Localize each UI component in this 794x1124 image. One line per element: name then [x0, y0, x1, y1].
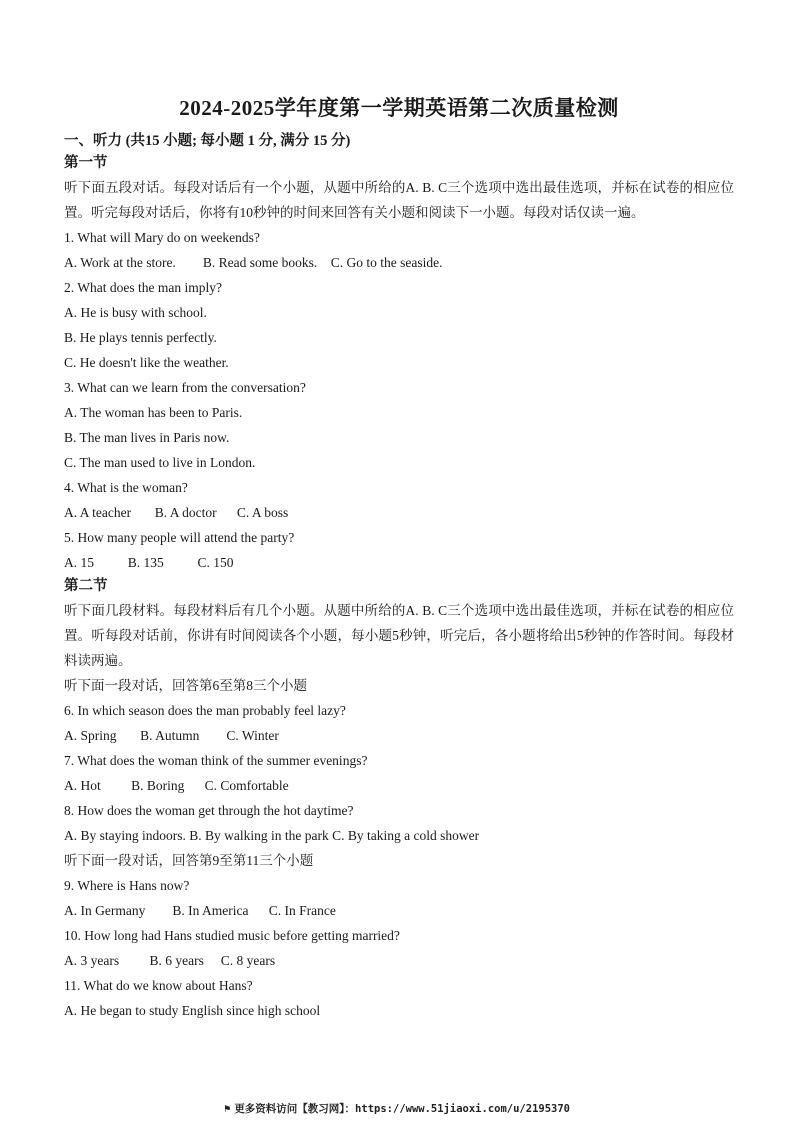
exam-page	[64, 92, 734, 1023]
question-line: 6. In which season does the man probably feel lazy?	[64, 703, 346, 718]
question-line: 9. Where is Hans now?	[64, 878, 190, 893]
question-line: 2. What does the man imply?	[64, 280, 222, 295]
question-line: A. In Germany B. In America C. In France	[64, 903, 336, 918]
part2-instructions: 听下面几段材料。每段材料后有几个小题。从题中所给的A. B. C三个选项中选出最佳选项，并标在试卷的相应位置。听每段对话前，你讲有时间阅读各个小题，每小题5秒钟，听完后，各小题将给出5秒钟的作答时间。每段材料读两遍。	[64, 603, 734, 668]
question-line: A. A teacher B. A doctor C. A boss	[64, 505, 289, 520]
question-line: 10. How long had Hans studied music before getting married?	[64, 928, 400, 943]
question-line: A. By staying indoors. B. By walking in the park C. By taking a cold shower	[64, 828, 480, 843]
part2-questions	[64, 673, 734, 1023]
question-line: A. Spring B. Autumn C. Winter	[64, 728, 279, 743]
footer-link[interactable]	[0, 1101, 794, 1116]
question-line: A. The woman has been to Paris.	[64, 405, 243, 420]
question-line: 听下面一段对话，回答第9至第11三个小题	[64, 853, 314, 868]
question-line: C. He doesn't like the weather.	[64, 355, 229, 370]
question-line: 听下面一段对话，回答第6至第8三个小题	[64, 678, 307, 693]
part1-heading: 第一节	[64, 155, 108, 171]
question-line: A. Work at the store. B. Read some books. C. Go to the seaside.	[64, 255, 443, 270]
question-line: 3. What can we learn from the conversation?	[64, 380, 306, 395]
question-line: 7. What does the woman think of the summer evenings?	[64, 753, 368, 768]
question-line: B. The man lives in Paris now.	[64, 430, 230, 445]
question-line: 5. How many people will attend the party?	[64, 530, 295, 545]
question-line: A. 15 B. 135 C. 150	[64, 555, 234, 570]
question-line: C. The man used to live in London.	[64, 455, 256, 470]
question-line: 11. What do we know about Hans?	[64, 978, 253, 993]
question-line: 1. What will Mary do on weekends?	[64, 230, 260, 245]
flag-icon: ⚑	[223, 1103, 231, 1115]
page-title: 2024-2025学年度第一学期英语第二次质量检测	[179, 96, 619, 120]
question-line: A. He began to study English since high school	[64, 1003, 321, 1018]
part1-questions	[64, 225, 734, 575]
question-line: 8. How does the woman get through the hot daytime?	[64, 803, 354, 818]
footer-text: 更多资料访问【教习网】：https://www.51jiaoxi.com/u/2195370	[234, 1103, 570, 1115]
question-line: B. He plays tennis perfectly.	[64, 330, 217, 345]
question-line: 4. What is the woman?	[64, 480, 188, 495]
question-line: A. He is busy with school.	[64, 305, 207, 320]
question-line: A. 3 years B. 6 years C. 8 years	[64, 953, 276, 968]
part2-heading: 第二节	[64, 578, 108, 594]
section-listening-heading: 一、听力 (共15 小题; 每小题 1 分, 满分 15 分)	[64, 133, 351, 149]
part1-instructions: 听下面五段对话。每段对话后有一个小题，从题中所给的A. B. C三个选项中选出最佳选项，并标在试卷的相应位置。听完每段对话后，你将有10秒钟的时间来回答有关小题和阅读下一小题。每段对话仅读一遍。	[64, 180, 734, 220]
question-line: A. Hot B. Boring C. Comfortable	[64, 778, 289, 793]
